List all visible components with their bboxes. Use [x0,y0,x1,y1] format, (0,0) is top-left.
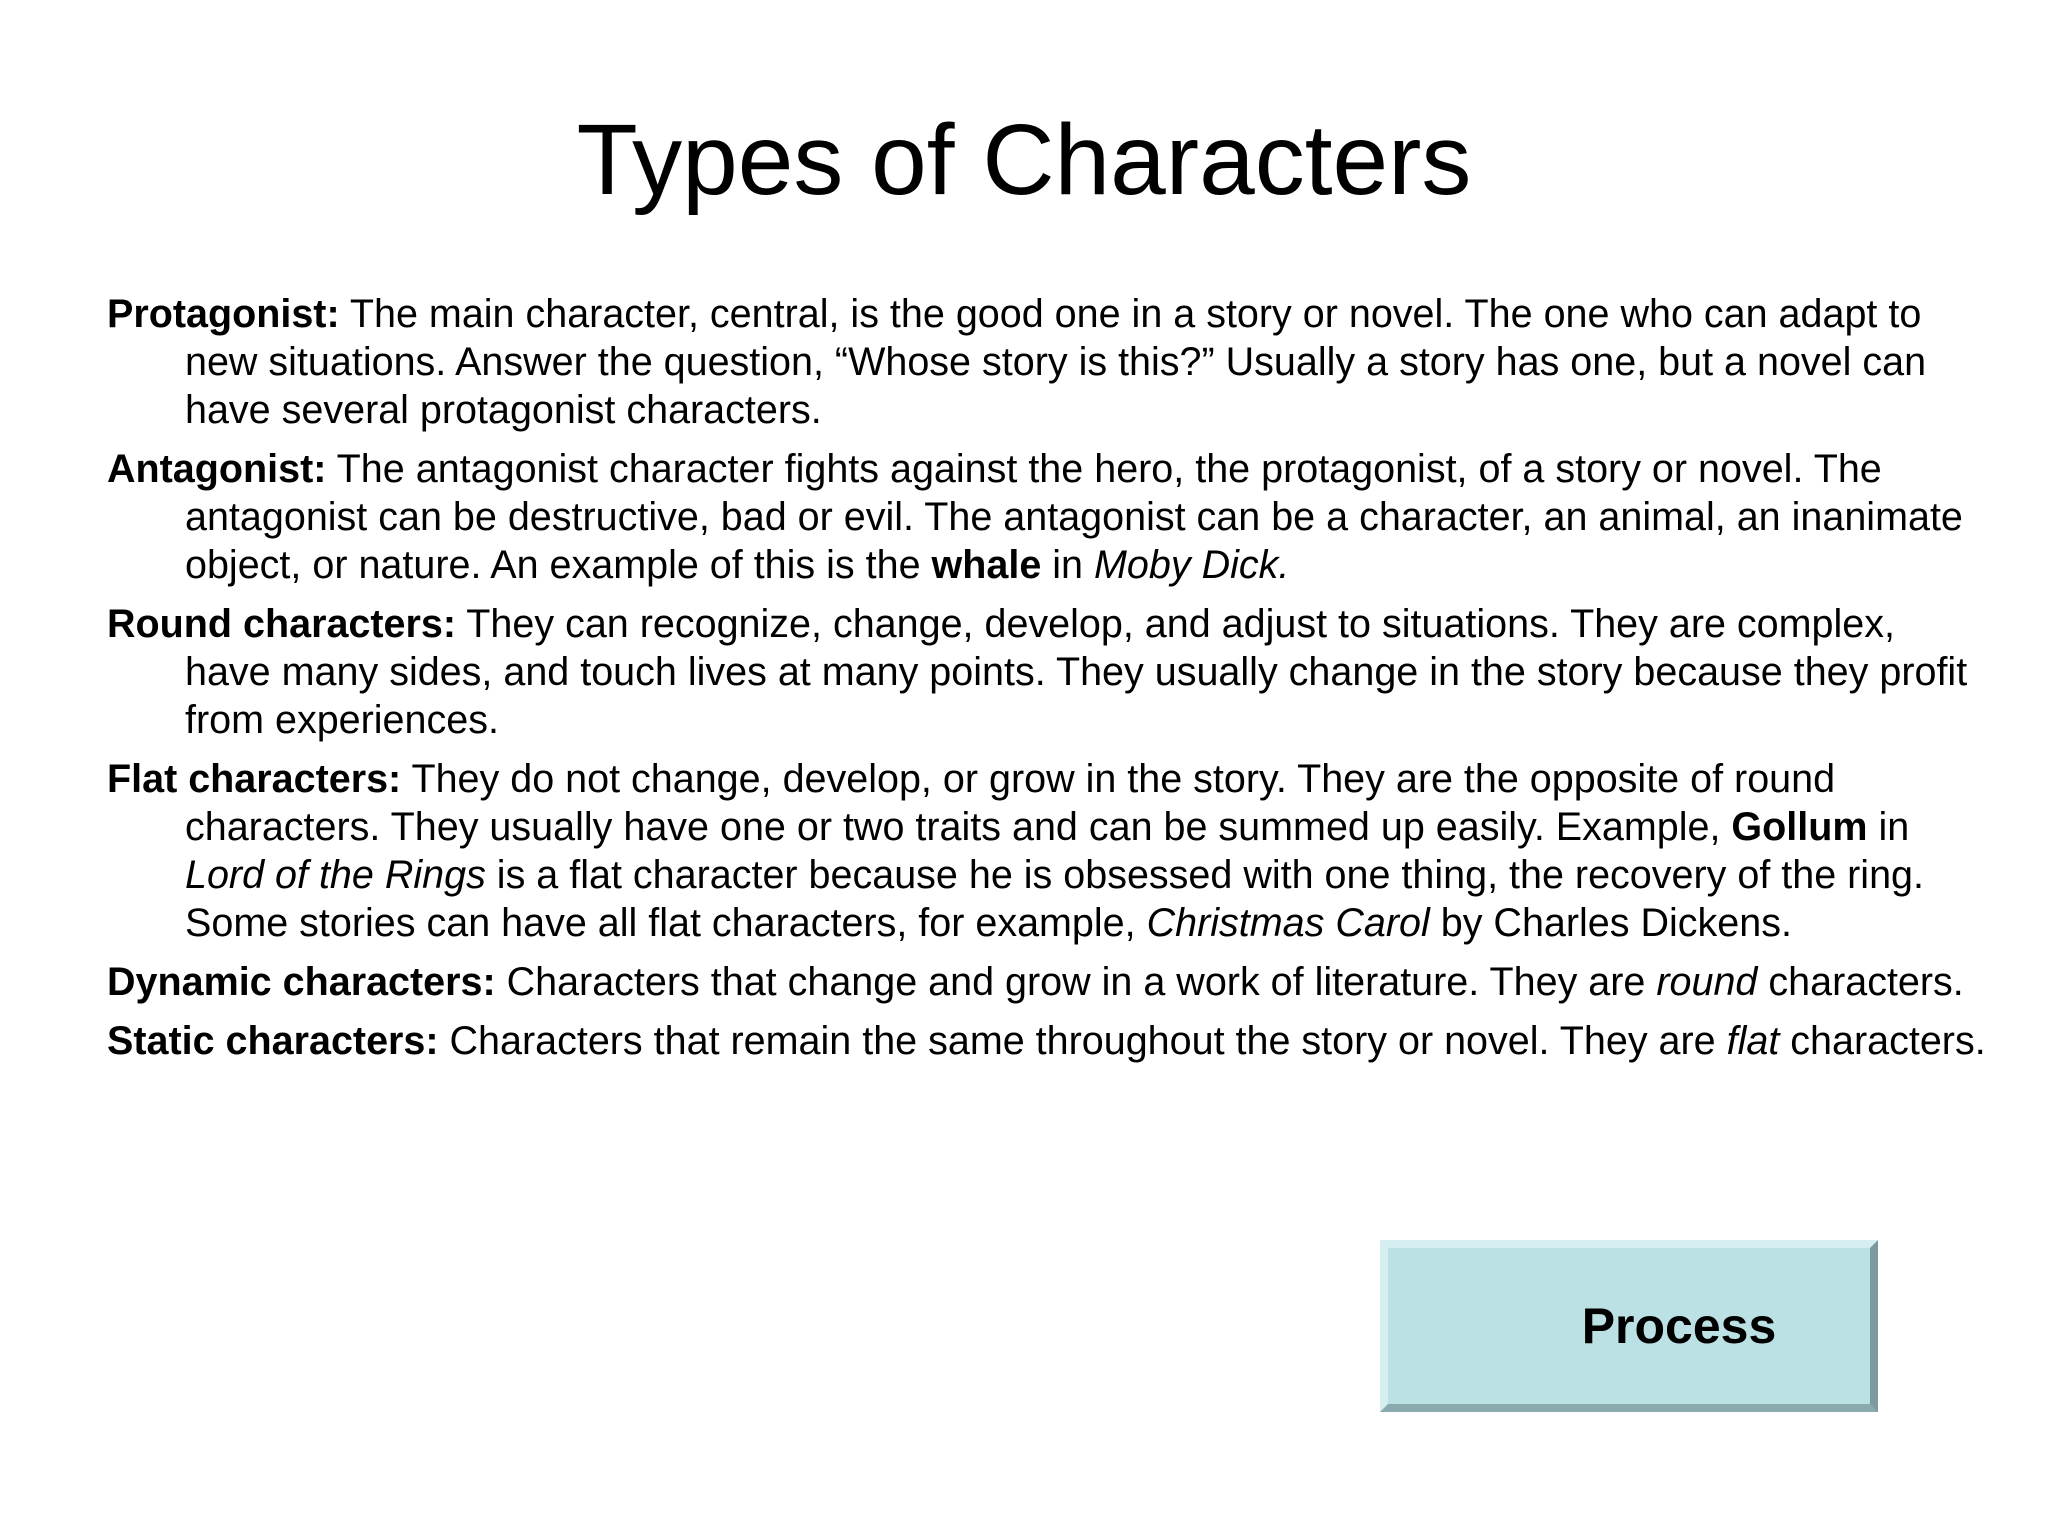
process-button-label: Process [1581,1298,1777,1354]
term-static-characters: Static characters: [107,1019,439,1063]
definition-text: They do not change, develop, or grow in the story. They are the opposite of round characters. They usually have one or two traits and can be summed up easily. Example, [185,757,1836,849]
definition-text: characters. [1779,1019,1986,1063]
definition-text: Characters that remain the same throughout the story or novel. They are [438,1019,1727,1063]
definition-text: The antagonist character fights against the hero, the protagonist, of a story or novel. The antagonist can be destructive, bad or evil. The antagonist can be a character, an animal, an inanimate object, or nature. An example of this is the [185,447,1963,587]
definition-static-characters [107,1017,1987,1065]
definition-text: is a flat character because he is obsessed with one thing, the recovery of the ring. Some stories can have all flat characters, for example, [185,853,1924,945]
definition-list [107,290,1987,1076]
definition-flat-characters [107,755,1987,947]
slide-title: Types of Characters [576,104,1472,216]
book-title-christmas-carol: Christmas Carol [1146,901,1430,945]
term-round-characters: Round characters: [107,602,457,646]
definition-protagonist [107,290,1987,434]
term-dynamic-characters: Dynamic characters: [107,960,496,1004]
definition-text: characters. [1757,960,1964,1004]
definition-antagonist [107,445,1987,589]
definition-text: by Charles Dickens. [1429,901,1792,945]
definition-text: The main character, central, is the good one in a story or novel. The one who can adapt to new situations. Answer the question, “Whose story is this?” Usually a story has one, but a novel can have several protagonist characters. [185,292,1927,432]
definition-text: in [1041,543,1094,587]
process-button[interactable] [1380,1240,1878,1412]
definition-text: in [1867,805,1910,849]
definition-dynamic-characters [107,958,1987,1006]
emphasis-gollum: Gollum [1731,805,1868,849]
definition-text: They can recognize, change, develop, and adjust to situations. They are complex, have many sides, and touch lives at many points. They usually change in the story because they profit from experiences. [185,602,1968,742]
book-title-moby-dick: Moby Dick. [1094,543,1290,587]
emphasis-round: round [1656,960,1758,1004]
term-protagonist: Protagonist: [107,292,340,336]
emphasis-whale: whale [931,543,1042,587]
book-title-lord-of-the-rings: Lord of the Rings [185,853,486,897]
term-flat-characters: Flat characters: [107,757,402,801]
emphasis-flat: flat [1726,1019,1780,1063]
term-antagonist: Antagonist: [107,447,327,491]
definition-round-characters [107,600,1987,744]
definition-text: Characters that change and grow in a work of literature. They are [495,960,1657,1004]
